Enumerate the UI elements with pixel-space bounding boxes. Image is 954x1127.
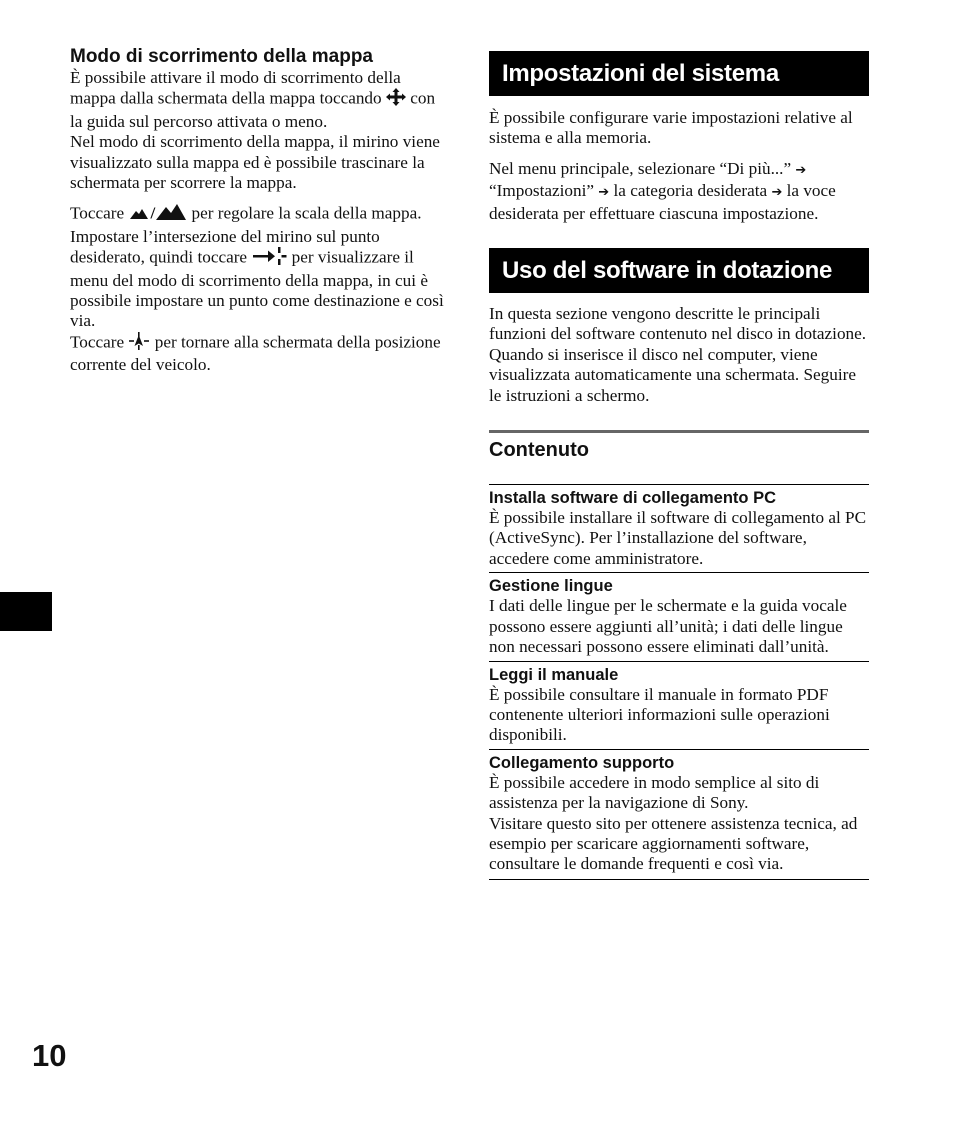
- para3-text-a: Toccare: [70, 204, 125, 224]
- map-scroll-para1: [70, 68, 448, 132]
- para4-text-b: per visualizzare il menu del modo di scorrimento della mappa, in cui è possibile impostare un punto come destinazione e così via.: [70, 247, 444, 331]
- content-item-title: Leggi il manuale: [489, 665, 619, 684]
- system-para1: È possibile configurare varie impostazioni relative al sistema e alla memoria.: [489, 108, 853, 148]
- content-item-text: È possibile installare il software di collegamento al PC (ActiveSync). Per l’installazione del software, accedere come amministratore.: [489, 508, 867, 568]
- software-para1: In questa sezione vengono descritte le principali funzioni del software contenuto nel disco in dotazione.: [489, 304, 867, 344]
- arrow-icon: ➔: [771, 185, 783, 201]
- section-tab: [0, 592, 52, 631]
- content-item: [489, 572, 869, 657]
- map-scroll-para5: [70, 332, 448, 376]
- end-rule: [489, 879, 869, 880]
- map-scroll-section: [70, 46, 448, 376]
- content-item-title: Gestione lingue: [489, 577, 613, 596]
- content-item-text-2: Visitare questo sito per ottenere assistenza tecnica, ad esempio per scaricare aggiornamenti software, consultare le domande frequenti e così via.: [489, 813, 858, 874]
- zoom-separator: /: [150, 204, 156, 224]
- content-item-title: Collegamento supporto: [489, 753, 675, 772]
- map-scroll-para2: Nel modo di scorrimento della mappa, il mirino viene visualizzato sulla mappa ed è possibile trascinare la schermata per scorrere la mappa.: [70, 132, 440, 193]
- content-item-text: È possibile accedere in modo semplice al sito di assistenza per la navigazione di Sony.: [489, 772, 820, 813]
- content-item: [489, 484, 869, 569]
- content-item-title: Installa software di collegamento PC: [489, 489, 776, 508]
- four-way-arrows-icon: [386, 88, 406, 111]
- map-scroll-para4: [70, 227, 448, 332]
- para4-text-a: Impostare l’intersezione del mirino sul punto desiderato, quindi toccare: [70, 226, 380, 267]
- software-banner: Uso del software in dotazione: [489, 248, 869, 293]
- arrow-icon: ➔: [598, 185, 610, 201]
- para5-text-a: Toccare: [70, 332, 125, 352]
- content-item-text: I dati delle lingue per le schermate e la guida vocale possono essere aggiunti all’unità; i dati delle lingue non necessari possono essere eliminati dall’unità.: [489, 596, 847, 657]
- map-scroll-heading: Modo di scorrimento della mappa: [70, 46, 373, 67]
- content-item-text: È possibile consultare il manuale in formato PDF contenente ulteriori informazioni sulle operazioni disponibili.: [489, 684, 830, 745]
- para1-text-b: con la guida sul percorso attivata o meno.: [70, 89, 436, 131]
- content-item: [489, 661, 869, 746]
- arrow-icon: ➔: [795, 162, 807, 178]
- map-scroll-para3: [70, 203, 448, 226]
- software-para2: Quando si inserisce il disco nel computer, viene visualizzata automaticamente una schermata. Seguire le istruzioni a schermo.: [489, 344, 856, 405]
- para3-text-b: per regolare la scala della mappa.: [191, 204, 422, 224]
- system-para2: [489, 159, 869, 224]
- system-para2-a: Nel menu principale, selezionare “Di più...”: [489, 158, 792, 178]
- contenuto-heading: Contenuto: [489, 439, 589, 462]
- crosshair-arrow-icon: [251, 247, 287, 270]
- page-number: 10: [32, 1038, 67, 1073]
- system-para2-c: la categoria desiderata: [613, 181, 768, 201]
- content-item: [489, 749, 869, 875]
- current-position-icon: [128, 332, 150, 355]
- system-para2-b: “Impostazioni”: [489, 181, 594, 201]
- right-column: [489, 51, 869, 880]
- small-mountain-icon: [128, 205, 150, 225]
- system-para2-d: la voce desiderata per effettuare ciascuna impostazione.: [489, 181, 836, 223]
- para1-text-a: È possibile attivare il modo di scorrimento della mappa dalla schermata della mappa toccando: [70, 68, 401, 109]
- para5-text-b: per tornare alla schermata della posizione corrente del veicolo.: [70, 332, 441, 375]
- system-settings-banner: Impostazioni del sistema: [489, 51, 869, 96]
- large-mountain-icon: [155, 203, 187, 226]
